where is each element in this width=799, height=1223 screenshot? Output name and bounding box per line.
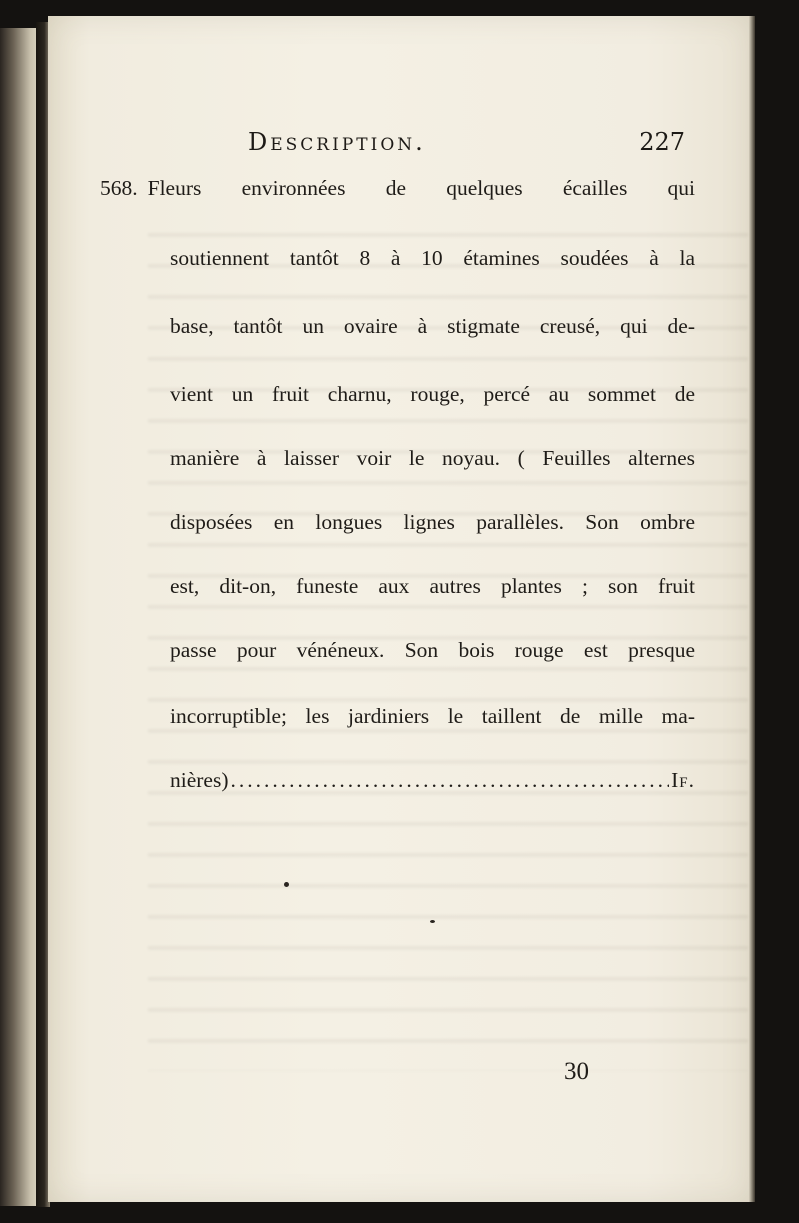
ink-speck bbox=[430, 920, 435, 923]
dot-leaders bbox=[231, 768, 670, 793]
entry-line: incorruptible; les jardiniers le taillent de mille ma- bbox=[170, 704, 695, 728]
entry-last-text: nières) bbox=[170, 768, 229, 792]
entry-line: base, tantôt un ovaire à stigmate creusé, qui de- bbox=[170, 314, 695, 338]
entry-line: disposées en longues lignes parallèles. Son ombre bbox=[170, 510, 695, 534]
page-number: 227 bbox=[639, 128, 685, 156]
entry-line: vient un fruit charnu, rouge, percé au sommet de bbox=[170, 382, 695, 406]
entry-line: manière à laisser voir le noyau. ( Feuilles alternes bbox=[170, 446, 695, 470]
ink-speck bbox=[284, 882, 289, 887]
facing-page-edge bbox=[0, 28, 38, 1206]
classification-mark: If. bbox=[671, 768, 695, 792]
page-edge bbox=[749, 16, 755, 1202]
book-page bbox=[48, 16, 751, 1202]
entry-line: est, dit-on, funeste aux autres plantes ; son fruit bbox=[170, 574, 695, 598]
entry-number: 568. bbox=[100, 176, 138, 200]
entry-line: soutiennent tantôt 8 à 10 étamines soudées à la bbox=[170, 246, 695, 270]
signature-mark: 30 bbox=[564, 1058, 589, 1085]
running-header bbox=[248, 128, 685, 162]
entry-line: 568. Fleurs environnées de quelques écailles qui bbox=[100, 176, 695, 200]
entry-last-line bbox=[170, 768, 695, 798]
entry-line: passe pour vénéneux. Son bois rouge est presque bbox=[170, 638, 695, 662]
running-title: Description. bbox=[248, 128, 426, 156]
